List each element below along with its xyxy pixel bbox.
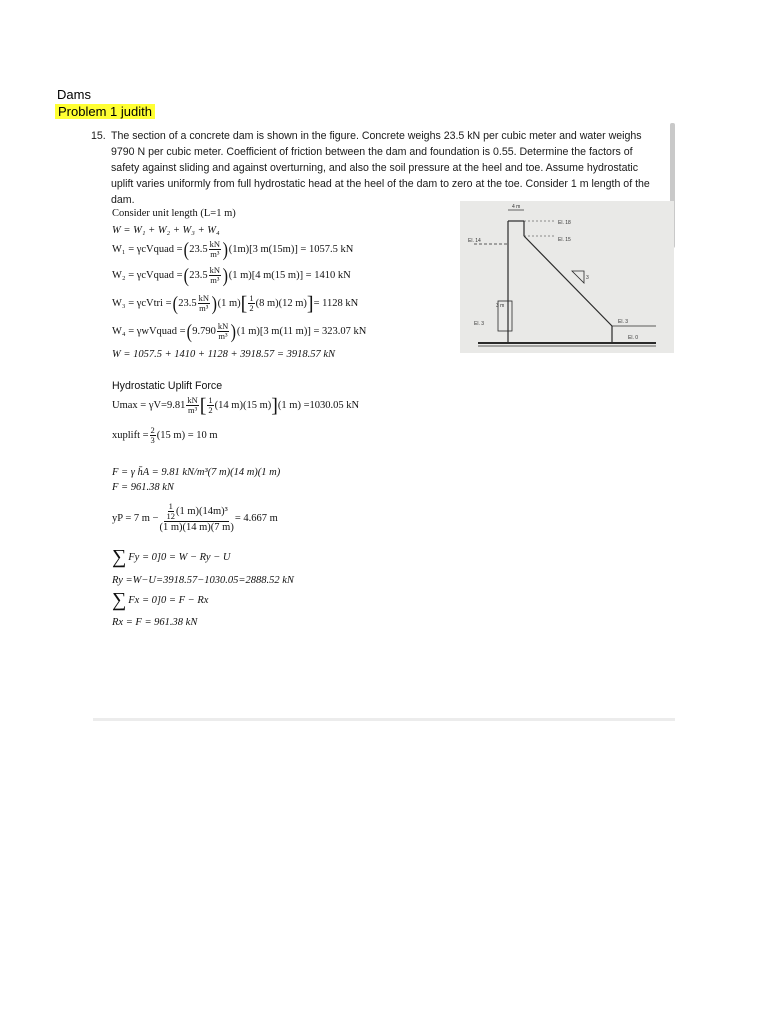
el3-right-label: El. 3 <box>618 319 629 325</box>
xuplift-rhs: (15 m) = 10 m <box>156 430 218 441</box>
dam-cross-section <box>460 201 674 353</box>
umax-half-fraction: $\frac{1}{2}$ <box>208 395 213 415</box>
w2-equation: W₂ = γcVquad = ( 23.5 $\frac{kN}{\text{m³}}$ ) (1 m)[4 m(15 m)] = 1410 kN <box>112 264 351 287</box>
yp-numerator: (1 m)(14m)³ <box>175 505 228 517</box>
sum-fx-text: Fx = 0]0 = F − Rx <box>128 594 209 606</box>
el15-label: El. 15 <box>558 237 571 243</box>
force-equation <box>112 467 280 478</box>
yp-fraction <box>159 502 233 534</box>
dam-figure <box>460 201 674 353</box>
w2-unit-weight: 23.5 <box>189 270 208 281</box>
w1-unit-weight: 23.5 <box>189 244 208 255</box>
slope-triangle <box>572 271 584 283</box>
umax-mid: (14 m)(15 m) <box>214 400 272 411</box>
umax-lhs: Umax = γV=9.81 <box>112 400 186 411</box>
w3-unit-fraction: $\frac{kN}{\text{m³}}$ <box>198 293 209 313</box>
force-result <box>112 482 174 493</box>
w1-equation: W₁ = γcVquad = ( 23.5 $\frac{kN}{\text{m³}}$ ) (1m)[3 m(15m)] = 1057.5 kN <box>112 238 354 261</box>
slope-label: 3 <box>586 275 589 281</box>
problem-text: The section of a concrete dam is shown in the figure. Concrete weighs 23.5 kN per cubic meter and water weighs 9790 N per cubic meter. Coefficient of friction between the dam and foundation is 0.55. Determine the factors of safety against sliding and against overturning, and also the soil pressure at the heel and toe. Assume hydrostatic uplift varies uniformly from full hydrostatic head at the heel of the dam to zero at the toe. Consider 1 m length of the dam. <box>111 130 650 206</box>
umax-unit-fraction: $\frac{kN}{\text{m³}}$ <box>187 395 198 415</box>
w1-unit-fraction: $\frac{kN}{\text{m³}}$ <box>209 239 221 259</box>
w2-rhs: (1 m)[4 m(15 m)] = 1410 kN <box>228 270 351 281</box>
force-line-1: F = γ h̄A = 9.81 kN/m³(7 m)(14 m)(1 m) <box>112 467 281 478</box>
yp-twelfth-fraction: $\frac{1}{12}$ <box>166 501 175 521</box>
xuplift-equation <box>112 426 218 445</box>
sum-fy-equation: ∑ Fy = 0]0 = W − Ry − U <box>112 546 231 568</box>
w3-result: = 1128 kN <box>313 298 359 309</box>
w-total-text: W = W₁ + W₂ + W₃ + W₄ <box>112 225 220 236</box>
downstream-slope <box>524 236 612 326</box>
rx-equation <box>112 617 197 628</box>
w3-lhs: W₃ = γcVtri = <box>112 298 172 309</box>
w2-unit-fraction: $\frac{kN}{\text{m³}}$ <box>209 265 221 285</box>
umax-rhs: (1 m) =1030.05 kN <box>277 400 360 411</box>
highlighted-subtitle: Problem 1 judith <box>55 104 155 119</box>
w3-unit-weight: 23.5 <box>178 298 197 309</box>
yp-denominator: (1 m)(14 m)(7 m) <box>159 522 234 533</box>
force-line-2: F = 961.38 kN <box>112 482 174 493</box>
w4-unit-weight: 9.790 <box>192 326 216 337</box>
xuplift-fraction: $\frac{2}{3}$ <box>150 425 155 445</box>
el0-label: El. 0 <box>628 335 639 341</box>
w-sum-equation <box>112 349 335 360</box>
gallery-label: 3 m <box>496 303 505 309</box>
document-title: Dams <box>57 87 91 102</box>
problem-statement <box>91 128 651 208</box>
sum-fx-equation: ∑ Fx = 0]0 = F − Rx <box>112 589 209 611</box>
el3-left-label: El. 3 <box>474 321 485 327</box>
w1-lhs: W₁ = γcVquad = <box>112 244 183 255</box>
w3-rhs: (8 m)(12 m) <box>255 298 307 309</box>
w4-rhs: (1 m)[3 m(11 m)] = 323.07 kN <box>236 326 367 337</box>
w3-equation: W₃ = γcVtri = ( 23.5 $\frac{kN}{\text{m³}}$ ) (1 m) [ $\frac{1}{2}$ (8 m)(12 m) ] = 1128 kN <box>112 292 359 315</box>
el14-label: El. 14 <box>468 238 481 244</box>
yp-equation <box>112 502 278 534</box>
problem-number: 15. <box>91 130 106 142</box>
w2-lhs: W₂ = γcVquad = <box>112 270 183 281</box>
w4-lhs: W₄ = γwVquad = <box>112 326 186 337</box>
w4-unit-fraction: $\frac{kN}{\text{m³}}$ <box>217 321 229 341</box>
xuplift-lhs: xuplift = <box>112 430 149 441</box>
umax-equation: Umax = γV=9.81 $\frac{kN}{\text{m³}}$ [ $\frac{1}{2}$ (14 m)(15 m) ] (1 m) =1030.05 kN <box>112 394 360 417</box>
unit-length-line: Consider unit length (L=1 m) <box>112 208 236 219</box>
w3-half-fraction: $\frac{1}{2}$ <box>249 293 254 313</box>
w3-mid: (1 m) <box>217 298 241 309</box>
top-width-label: 4 m <box>512 204 521 210</box>
w-sum-text: W = 1057.5 + 1410 + 1128 + 3918.57 = 3918.57 kN <box>112 349 336 360</box>
w1-rhs: (1m)[3 m(15m)] = 1057.5 kN <box>228 244 354 255</box>
sum-fy-text: Fy = 0]0 = W − Ry − U <box>128 551 231 563</box>
yp-lhs: yP = 7 m − <box>112 512 159 524</box>
uplift-heading: Hydrostatic Uplift Force <box>112 380 223 392</box>
yp-rhs: = 4.667 m <box>234 512 278 524</box>
ry-equation <box>112 575 294 586</box>
w4-equation: W₄ = γwVquad = ( 9.790 $\frac{kN}{\text{m³}}$ ) (1 m)[3 m(11 m)] = 323.07 kN <box>112 320 367 343</box>
w-total-equation <box>112 225 220 236</box>
el18-label: El. 18 <box>558 220 571 226</box>
rx-text: Rx = F = 961.38 kN <box>112 617 198 628</box>
page-divider <box>93 718 675 721</box>
ry-text: Ry =W−U=3918.57−1030.05=2888.52 kN <box>112 575 294 586</box>
